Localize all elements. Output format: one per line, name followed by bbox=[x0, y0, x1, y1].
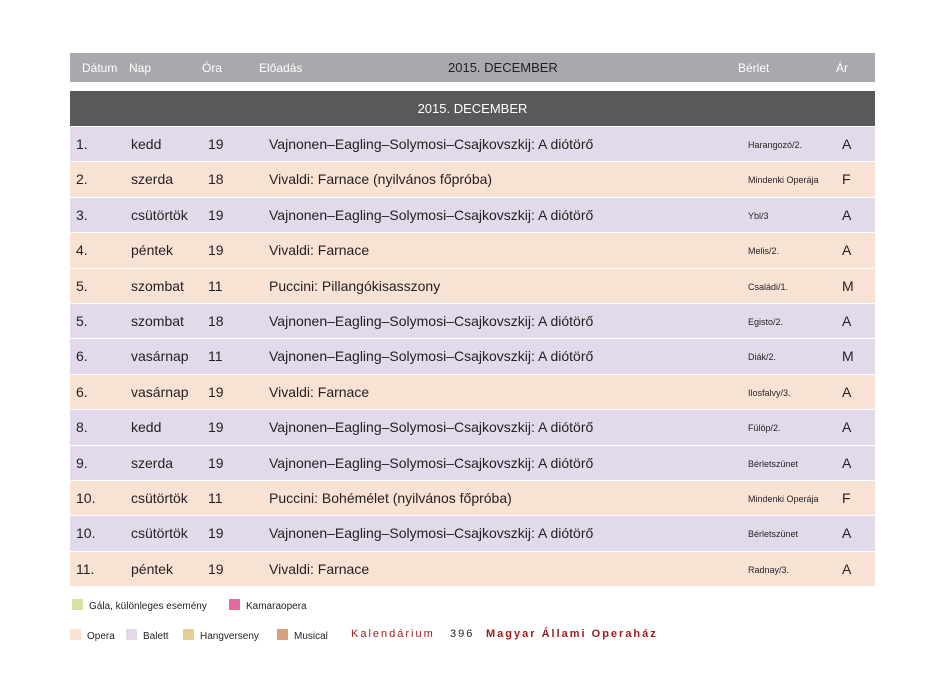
cell-berlet: Mindenki Operája bbox=[748, 493, 819, 504]
cell-day: péntek bbox=[131, 242, 174, 259]
cell-price: A bbox=[842, 419, 852, 436]
legend-gala-label: Gála, különleges esemény bbox=[89, 601, 207, 612]
cell-day: szerda bbox=[131, 454, 174, 471]
cell-day: csütörtök bbox=[131, 206, 188, 223]
cell-show: Vajnonen–Eagling–Solymosi–Csajkovszkij: A diótörő bbox=[269, 525, 594, 542]
cell-show: Vajnonen–Eagling–Solymosi–Csajkovszkij: A diótörő bbox=[269, 312, 594, 329]
cell-price: M bbox=[842, 277, 854, 294]
table-row bbox=[70, 552, 875, 587]
legend-musical-swatch bbox=[277, 629, 288, 640]
cell-hour: 19 bbox=[208, 383, 224, 400]
schedule-table bbox=[70, 127, 875, 587]
footer-page-number: 396 bbox=[450, 628, 475, 640]
cell-price: A bbox=[842, 206, 852, 223]
cell-berlet: Családi/1. bbox=[748, 281, 789, 292]
cell-berlet: Ilosfalvy/3. bbox=[748, 387, 791, 398]
table-row bbox=[70, 304, 875, 339]
cell-price: M bbox=[842, 348, 854, 365]
header-datum: Dátum bbox=[82, 61, 118, 75]
cell-price: A bbox=[842, 383, 852, 400]
cell-day: kedd bbox=[131, 419, 162, 436]
footer-kalendarium: Kalendárium bbox=[351, 628, 435, 640]
cell-show: Puccini: Bohémélet (nyilvános főpróba) bbox=[269, 489, 512, 506]
cell-date: 8. bbox=[76, 419, 88, 436]
legend-hangverseny bbox=[183, 629, 259, 642]
cell-hour: 11 bbox=[208, 489, 223, 506]
cell-date: 6. bbox=[76, 383, 88, 400]
table-row bbox=[70, 269, 875, 304]
cell-date: 9. bbox=[76, 454, 88, 471]
legend-kamara bbox=[229, 599, 307, 612]
cell-show: Puccini: Pillangókisasszony bbox=[269, 277, 441, 294]
cell-date: 3. bbox=[76, 206, 88, 223]
cell-date: 4. bbox=[76, 242, 88, 259]
legend-musical-label: Musical bbox=[294, 631, 328, 642]
cell-show: Vivaldi: Farnace bbox=[269, 242, 370, 259]
column-header-bar bbox=[70, 53, 875, 82]
cell-berlet: Bérletszünet bbox=[748, 529, 799, 540]
cell-date: 1. bbox=[76, 136, 88, 152]
cell-price: A bbox=[842, 242, 852, 259]
cell-date: 10. bbox=[76, 525, 96, 542]
cell-hour: 18 bbox=[208, 171, 224, 188]
cell-berlet: Radnay/3. bbox=[748, 564, 790, 575]
cell-price: A bbox=[842, 454, 852, 471]
cell-show: Vivaldi: Farnace bbox=[269, 560, 370, 577]
cell-price: A bbox=[842, 525, 852, 542]
cell-date: 2. bbox=[76, 171, 88, 188]
cell-date: 10. bbox=[76, 489, 96, 506]
header-ora: Óra bbox=[202, 61, 223, 75]
cell-berlet: Mindenki Operája bbox=[748, 175, 819, 186]
table-row bbox=[70, 410, 875, 445]
cell-show: Vajnonen–Eagling–Solymosi–Csajkovszkij: A diótörő bbox=[269, 454, 594, 471]
cell-show: Vivaldi: Farnace bbox=[269, 383, 370, 400]
cell-day: szombat bbox=[131, 277, 184, 294]
cell-show: Vajnonen–Eagling–Solymosi–Csajkovszkij: A diótörő bbox=[269, 348, 594, 365]
cell-day: péntek bbox=[131, 560, 174, 577]
legend-hangverseny-swatch bbox=[183, 629, 194, 640]
table-row bbox=[70, 516, 875, 551]
cell-berlet: Melis/2. bbox=[748, 246, 780, 257]
cell-hour: 19 bbox=[208, 454, 224, 471]
cell-hour: 11 bbox=[208, 348, 223, 365]
cell-price: A bbox=[842, 136, 852, 152]
section-month-title: 2015. DECEMBER bbox=[417, 101, 528, 116]
cell-hour: 19 bbox=[208, 136, 224, 152]
cell-day: vasárnap bbox=[131, 348, 189, 365]
table-row bbox=[70, 481, 875, 516]
legend-hangverseny-label: Hangverseny bbox=[200, 631, 259, 642]
cell-berlet: Egisto/2. bbox=[748, 316, 784, 327]
table-row bbox=[70, 198, 875, 233]
cell-hour: 19 bbox=[208, 206, 224, 223]
cell-date: 6. bbox=[76, 348, 88, 365]
cell-day: szerda bbox=[131, 171, 174, 188]
footer-publisher: Magyar Állami Operaház bbox=[486, 628, 658, 640]
cell-hour: 19 bbox=[208, 560, 224, 577]
header-berlet: Bérlet bbox=[738, 61, 770, 75]
legend-kamara-label: Kamaraopera bbox=[246, 601, 307, 612]
cell-berlet: Bérletszünet bbox=[748, 458, 799, 469]
header-ar: Ár bbox=[836, 61, 848, 75]
cell-date: 5. bbox=[76, 312, 88, 329]
legend-opera bbox=[70, 629, 115, 642]
cell-price: A bbox=[842, 560, 852, 577]
cell-day: csütörtök bbox=[131, 489, 188, 506]
cell-price: F bbox=[842, 489, 851, 506]
table-row bbox=[70, 375, 875, 410]
legend-musical bbox=[277, 629, 328, 642]
cell-hour: 11 bbox=[208, 277, 223, 294]
table-row bbox=[70, 339, 875, 374]
cell-price: A bbox=[842, 312, 852, 329]
cell-show: Vajnonen–Eagling–Solymosi–Csajkovszkij: A diótörő bbox=[269, 206, 594, 223]
header-month-title: 2015. DECEMBER bbox=[448, 60, 558, 75]
table-row bbox=[70, 162, 875, 197]
table-row bbox=[70, 446, 875, 481]
legend-gala-swatch bbox=[72, 599, 83, 610]
legend-balett-label: Balett bbox=[143, 631, 169, 642]
table-row bbox=[70, 233, 875, 268]
cell-berlet: Ybl/3 bbox=[748, 210, 769, 221]
header-eloadas: Előadás bbox=[259, 61, 303, 75]
table-row bbox=[70, 127, 875, 162]
cell-day: kedd bbox=[131, 136, 162, 152]
legend-opera-swatch bbox=[70, 629, 81, 640]
legend-kamara-swatch bbox=[229, 599, 240, 610]
cell-show: Vajnonen–Eagling–Solymosi–Csajkovszkij: A diótörő bbox=[269, 136, 594, 152]
cell-hour: 19 bbox=[208, 242, 224, 259]
cell-hour: 19 bbox=[208, 419, 224, 436]
header-nap: Nap bbox=[129, 61, 152, 75]
legend-balett bbox=[126, 629, 169, 642]
cell-day: vasárnap bbox=[131, 383, 189, 400]
cell-show: Vajnonen–Eagling–Solymosi–Csajkovszkij: A diótörő bbox=[269, 419, 594, 436]
cell-berlet: Fülöp/2. bbox=[748, 423, 781, 434]
cell-berlet: Harangozó/2. bbox=[748, 140, 803, 150]
legend-opera-label: Opera bbox=[87, 631, 115, 642]
legend-gala bbox=[72, 599, 207, 612]
cell-day: szombat bbox=[131, 312, 184, 329]
cell-hour: 18 bbox=[208, 312, 224, 329]
cell-day: csütörtök bbox=[131, 525, 188, 542]
cell-show: Vivaldi: Farnace (nyilvános főpróba) bbox=[269, 171, 493, 188]
cell-berlet: Diák/2. bbox=[748, 352, 777, 363]
cell-date: 11. bbox=[76, 560, 95, 577]
cell-date: 5. bbox=[76, 277, 88, 294]
section-month-bar bbox=[70, 91, 875, 126]
legend-balett-swatch bbox=[126, 629, 137, 640]
cell-hour: 19 bbox=[208, 525, 224, 542]
cell-price: F bbox=[842, 171, 851, 188]
